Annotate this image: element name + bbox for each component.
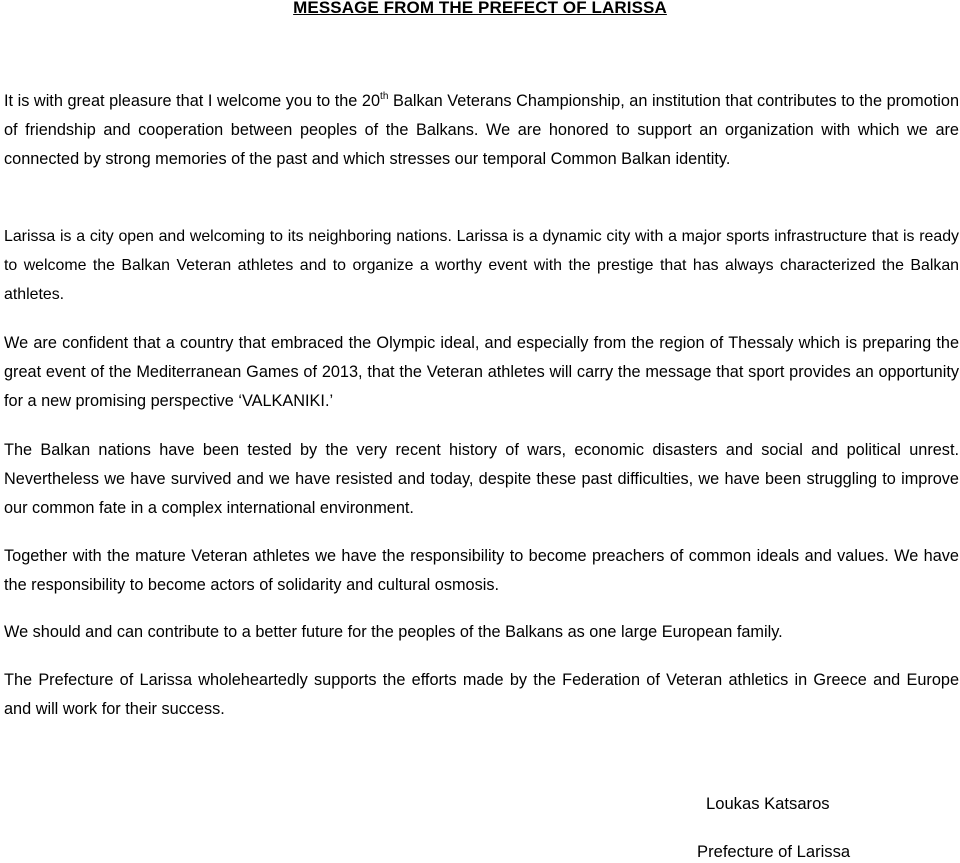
paragraph-larissa-city: Larissa is a city open and welcoming to its neighboring nations. Larissa is a dynamic city with a major sports infrastructure that is ready to welcome the Balkan Veteran athletes and to organize a worthy event with the prestige that has always characterized the Balkan athletes. <box>4 228 959 303</box>
paragraph-european-family: We should and can contribute to a better future for the peoples of the Balkans as one large European family. <box>4 623 783 641</box>
ordinal-suffix: th <box>380 90 389 102</box>
paragraph-welcome-rest: Balkan Veterans Championship, an institution that contributes to the promotion of friendship and cooperation between peoples of the Balkans. We are honored to support an organization with which we are connected by strong memories of the past and which stresses our temporal Common Balkan identity. <box>4 92 959 168</box>
paragraph-olympic-ideal: We are confident that a country that embraced the Olympic ideal, and especially from the region of Thessaly which is preparing the great event of the Mediterranean Games of 2013, that the Veteran athletes will carry the message that sport provides an opportunity for a new promising perspective ‘VALKANIKI.’ <box>4 334 959 410</box>
signature-name: Loukas Katsaros <box>706 794 830 813</box>
paragraph-responsibility: Together with the mature Veteran athletes we have the responsibility to become preachers of common ideals and values. We have the responsibility to become actors of solidarity and cultural osmosis. <box>4 547 959 594</box>
paragraph-welcome-start: It is with great pleasure that I welcome you to the 20 <box>4 92 381 110</box>
paragraph-balkan-history: The Balkan nations have been tested by the very recent history of wars, economic disasters and social and political unrest. Nevertheless we have survived and we have resisted and today, despite these past difficulties, we have been struggling to improve our common fate in a complex international environment. <box>4 441 959 517</box>
document-title: MESSAGE FROM THE PREFECT OF LARISSA <box>293 0 667 17</box>
paragraph-welcome <box>4 87 959 174</box>
signature-organization: Prefecture of Larissa <box>697 842 851 861</box>
paragraph-prefecture-support: The Prefecture of Larissa wholeheartedly supports the efforts made by the Federation of Veteran athletics in Greece and Europe and will work for their success. <box>4 671 959 718</box>
